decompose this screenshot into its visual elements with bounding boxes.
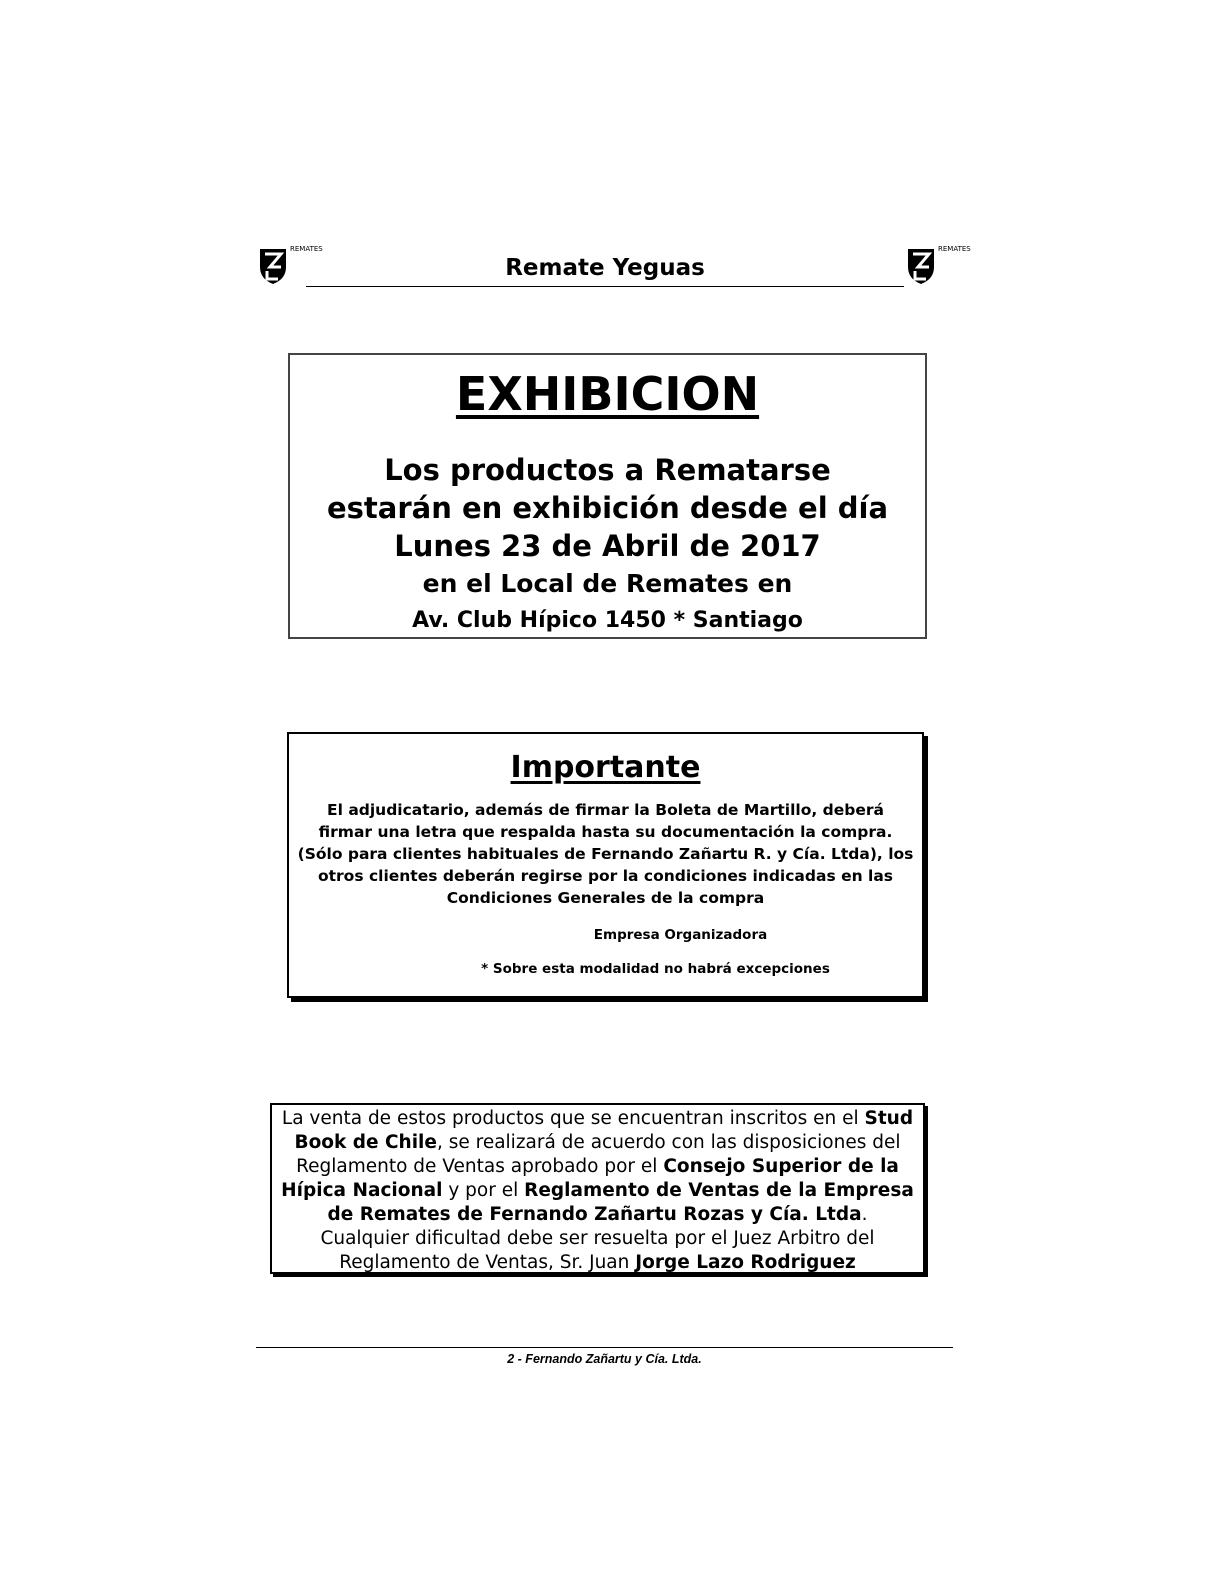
importante-text <box>289 799 922 909</box>
importante-line: firmar una letra que respalda hasta su documentación la compra. <box>318 823 893 841</box>
footer-text: 2 - Fernando Zañartu y Cía. Ltda. <box>507 1352 702 1366</box>
footer-rule <box>256 1347 953 1348</box>
arbitro-name: Jorge Lazo Rodriguez <box>635 1252 856 1273</box>
importante-title: Importante <box>510 750 701 785</box>
importante-box <box>287 732 924 998</box>
exhibicion-line: estarán en exhibición desde el día <box>326 491 889 525</box>
header-rule <box>306 286 904 287</box>
exhibicion-box <box>288 353 927 639</box>
exhibicion-line: Los productos a Rematarse <box>384 453 831 487</box>
page-header <box>256 243 971 289</box>
exception-note: * Sobre esta modalidad no habrá excepciones <box>481 961 830 977</box>
importante-line: otros clientes deberán regirse por la condiciones indicadas en las <box>317 867 894 885</box>
arbitro-paragraph <box>272 1227 923 1275</box>
disposiciones-box <box>270 1103 925 1274</box>
logo-side-text: REMATES <box>290 245 323 253</box>
stud-book-name: Stud Book de Chile <box>294 1108 914 1153</box>
company-logo <box>904 243 971 289</box>
consejo-name: Consejo Superior de la Hípica Nacional <box>281 1156 899 1201</box>
importante-line: El adjudicatario, además de firmar la Boleta de Martillo, deberá <box>327 801 884 819</box>
text-span: y por el <box>442 1180 525 1201</box>
text-span: . <box>861 1204 868 1225</box>
exhibicion-date: Lunes 23 de Abril de 2017 <box>394 529 821 563</box>
header-title: Remate Yeguas <box>505 255 705 281</box>
importante-line: Condiciones Generales de la compra <box>446 889 765 907</box>
logo-side-text: REMATES <box>938 245 971 253</box>
exhibicion-title: EXHIBICION <box>455 367 760 421</box>
organizer-label: Empresa Organizadora <box>593 927 768 943</box>
text-span: Cualquier dificultad debe ser resuelta por el Juez Arbitro del Reglamento de Ventas, Sr. Juan <box>320 1228 875 1273</box>
text-span: , se realizará de acuerdo con las disposiciones del Reglamento de Ventas aprobado por el <box>296 1132 901 1177</box>
exhibicion-address: Av. Club Hípico 1450 * Santiago <box>412 608 803 633</box>
exhibicion-location-label: en el Local de Remates en <box>422 569 793 598</box>
shield-logo-icon <box>906 245 936 285</box>
disposiciones-paragraph <box>272 1107 923 1227</box>
reglamento-name: Reglamento de Ventas de la Empresa de Remates de Fernando Zañartu Rozas y Cía. Ltda <box>327 1180 914 1225</box>
importante-line: (Sólo para clientes habituales de Fernando Zañartu R. y Cía. Ltda), los <box>297 845 914 863</box>
text-span: La venta de estos productos que se encuentran inscritos en el <box>281 1108 865 1129</box>
